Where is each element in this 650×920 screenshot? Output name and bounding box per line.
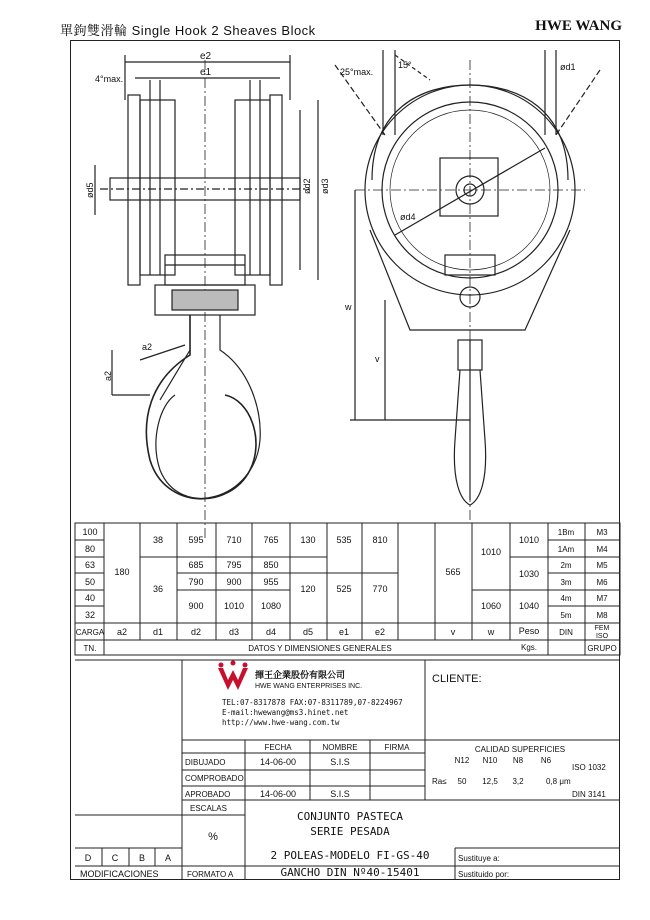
d3-value-1: 710	[226, 535, 242, 545]
col-firma: FIRMA	[384, 743, 410, 752]
label-angle-4: 4°max.	[95, 74, 124, 84]
hdr-d4: d4	[265, 627, 277, 637]
hdr-d2: d2	[190, 627, 202, 637]
d1-value-1: 38	[152, 535, 164, 545]
din-6: 5m	[560, 611, 572, 620]
sustituye-label: Sustituye a:	[458, 854, 500, 863]
hdr-kgs: Kgs.	[520, 643, 538, 652]
label-a2-diag: a2	[142, 342, 153, 352]
hdr-grupo: GRUPO	[587, 644, 617, 653]
din-4: 3m	[560, 578, 572, 587]
label-e2: e2	[200, 51, 212, 62]
peso-value-2: 1030	[518, 569, 540, 579]
hdr-v: v	[450, 627, 456, 637]
d1-value-2: 36	[152, 584, 164, 594]
modificaciones-label: MODIFICACIONES	[80, 869, 159, 879]
hdr-tn: TN.	[83, 644, 97, 653]
dibujado-fecha: 14-06-00	[259, 757, 297, 767]
col-nombre: NOMBRE	[322, 743, 358, 752]
din3141: DIN 3141	[572, 790, 606, 799]
d2-value-1: 595	[188, 535, 204, 545]
label-d3: ød3	[320, 178, 330, 194]
ra-50: 50	[457, 777, 467, 786]
aprobado-fecha: 14-06-00	[259, 789, 297, 799]
formato-label: FORMATO A	[187, 870, 234, 879]
title-cjk: 單鉤雙滑輪	[60, 23, 128, 38]
e1-value-1: 535	[336, 535, 352, 545]
hdr-e1: e1	[338, 627, 350, 637]
hdr-d5: d5	[302, 627, 314, 637]
company-name-en: HWE WANG ENTERPRISES INC.	[255, 683, 363, 690]
e1-value-2: 525	[336, 584, 352, 594]
w-value-2: 1060	[480, 601, 502, 611]
carga-63: 63	[84, 560, 96, 570]
hdr-peso: Peso	[518, 626, 540, 636]
escala-value: %	[208, 831, 218, 843]
ra-label: Ra≤	[432, 777, 447, 786]
company-logo-icon	[218, 661, 248, 691]
e2-value-2: 770	[372, 584, 388, 594]
hdr-w: w	[487, 627, 495, 637]
a2-value: 180	[114, 567, 130, 577]
calidad-label: CALIDAD SUPERFICIES	[474, 745, 566, 754]
d5-value-1: 130	[300, 535, 316, 545]
company-tel: TEL:07-8317878 FAX:07-8311789,07-8224967	[222, 698, 403, 707]
company-email: E-mail:hwewang@ms3.hinet.net	[222, 708, 349, 717]
din-5: 4m	[560, 594, 572, 603]
d2-value-3: 790	[188, 577, 204, 587]
label-v: v	[375, 354, 380, 364]
mod-c: C	[111, 853, 119, 863]
conjunto-line-2: SERIE PESADA	[310, 825, 390, 838]
hdr-a2: a2	[116, 627, 128, 637]
n8: N8	[512, 756, 524, 765]
d2-value-2: 685	[188, 560, 204, 570]
conjunto-line-4: GANCHO DIN Nº40-15401	[280, 866, 420, 879]
d3-value-2: 795	[226, 560, 242, 570]
carga-80: 80	[84, 544, 96, 554]
carga-40: 40	[84, 593, 96, 603]
escalas-label: ESCALAS	[190, 804, 227, 813]
hdr-fem: FEM	[594, 625, 610, 632]
aprobado-nombre: S.I.S	[330, 789, 350, 799]
label-a2-left: a2	[103, 370, 113, 381]
n6: N6	[540, 756, 552, 765]
label-e1: e1	[200, 67, 212, 78]
n10: N10	[482, 756, 498, 765]
dibujado-nombre: S.I.S	[330, 757, 350, 767]
d5-value-2: 120	[300, 584, 316, 594]
n12: N12	[454, 756, 470, 765]
title-en: Single Hook 2 Sheaves Block	[131, 23, 316, 38]
hdr-din: DIN	[559, 628, 573, 637]
d4-value-1: 765	[263, 535, 279, 545]
carga-100: 100	[82, 527, 98, 537]
label-w: w	[345, 302, 352, 312]
ra-3-2: 3,2	[512, 777, 524, 786]
conjunto-line-3: 2 POLEAS-MODELO FI-GS-40	[270, 849, 430, 862]
hdr-e2: e2	[374, 627, 386, 637]
hdr-datos: DATOS Y DIMENSIONES GENERALES	[248, 644, 392, 653]
grupo-2: M4	[596, 545, 608, 554]
e2-value-1: 810	[372, 535, 388, 545]
label-d2: ød2	[302, 178, 312, 194]
label-d1: ød1	[560, 62, 576, 72]
grupo-4: M6	[596, 578, 608, 587]
hdr-iso: ISO	[595, 633, 609, 640]
carga-32: 32	[84, 610, 96, 620]
mod-d: D	[84, 853, 92, 863]
v-value: 565	[445, 567, 461, 577]
d3-value-3: 900	[226, 577, 242, 587]
mod-b: B	[138, 853, 146, 863]
w-value-1: 1010	[480, 547, 502, 557]
dibujado-label: DIBUJADO	[185, 758, 226, 767]
carga-50: 50	[84, 577, 96, 587]
sustituido-label: Sustituido por:	[458, 870, 510, 879]
grupo-1: M3	[596, 528, 608, 537]
d3-value-4: 1010	[223, 601, 245, 611]
hdr-d3: d3	[228, 627, 240, 637]
d4-value-4: 1080	[260, 601, 282, 611]
hdr-carga: CARGA	[75, 628, 105, 637]
din-2: 1Am	[557, 545, 575, 554]
company-name-cjk: 揮王企業股份有限公司	[255, 670, 346, 680]
label-angle-25: 25°max.	[340, 67, 374, 77]
ra-12-5: 12,5	[482, 777, 498, 786]
iso1032: ISO 1032	[572, 763, 606, 772]
hdr-d1: d1	[152, 627, 164, 637]
mod-a: A	[164, 853, 172, 863]
conjunto-line-1: CONJUNTO PASTECA	[297, 810, 403, 823]
d4-value-3: 955	[263, 577, 279, 587]
grupo-5: M7	[596, 594, 608, 603]
comprobado-label: COMPROBADO	[185, 774, 244, 783]
din-3: 2m	[560, 561, 572, 570]
d4-value-2: 850	[263, 560, 279, 570]
peso-value-1: 1010	[518, 535, 540, 545]
cliente-label: CLIENTE:	[432, 673, 482, 685]
peso-value-3: 1040	[518, 601, 540, 611]
label-angle-15: 15°	[398, 60, 412, 70]
label-d4: ød4	[400, 212, 416, 222]
brand-name: HWE WANG	[535, 18, 622, 34]
ra-0-8: 0,8 μm	[546, 777, 571, 786]
label-d5: ød5	[85, 182, 95, 198]
company-web: http://www.hwe-wang.com.tw	[222, 718, 340, 727]
d2-value-4: 900	[188, 601, 204, 611]
din-1: 1Bm	[557, 528, 575, 537]
col-fecha: FECHA	[264, 743, 292, 752]
aprobado-label: APROBADO	[185, 790, 231, 799]
grupo-3: M5	[596, 561, 608, 570]
grupo-6: M8	[596, 611, 608, 620]
